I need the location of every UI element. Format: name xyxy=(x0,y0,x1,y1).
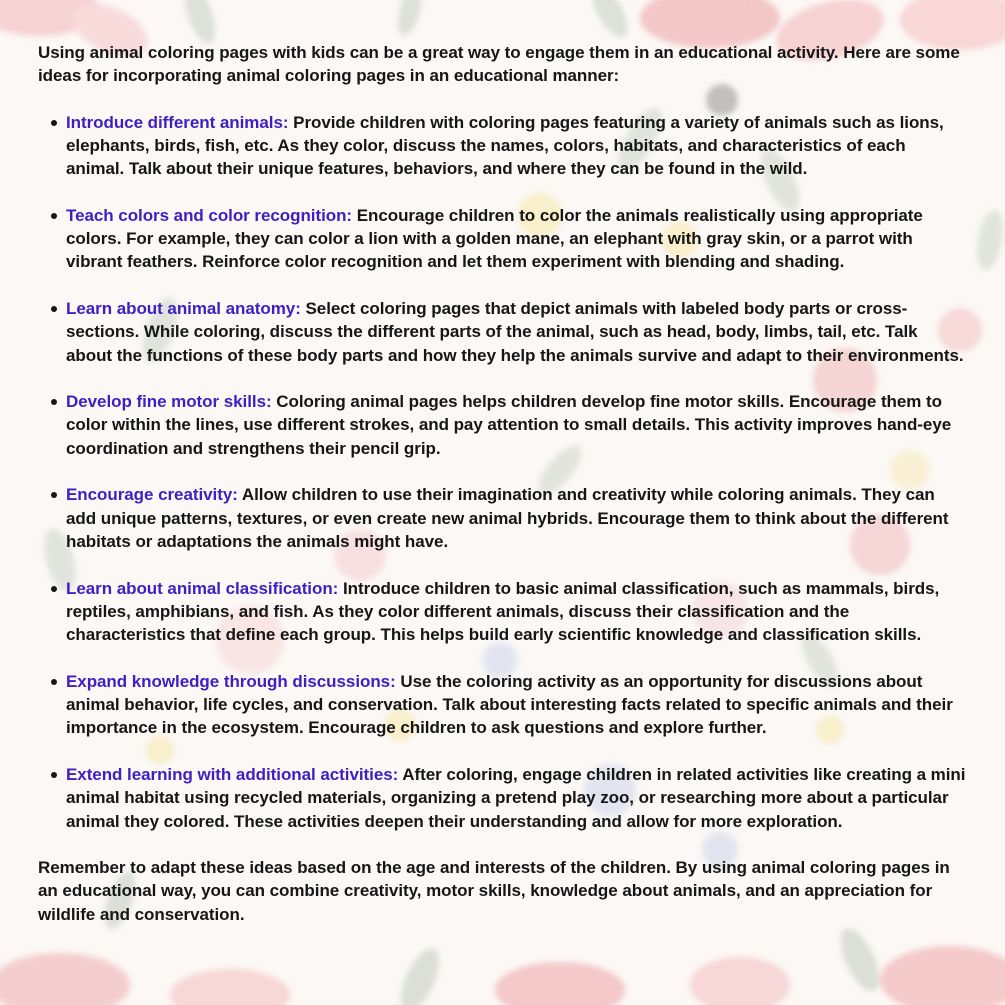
item-text: Provide children with coloring pages featuring a variety of animals such as lions, elephants, birds, fish, etc. As they color, discuss the names, colors, habitats, and characteristics of each animal. Talk about their unique features, behaviors, and where they can be found in the wild. xyxy=(66,112,944,179)
item-heading: Introduce different animals: xyxy=(66,112,289,132)
item-heading: Develop fine motor skills: xyxy=(66,392,272,412)
item-text: Use the coloring activity as an opportunity for discussions about animal behavior, life cycles, and conservation. Talk about interesting facts related to specific animals and their importance in the ecosystem. Encourage children to ask questions and explore further. xyxy=(66,671,953,738)
list-item xyxy=(38,763,968,833)
closing-paragraph: Remember to adapt these ideas based on the age and interests of the children. By using animal coloring pages in an educational way, you can combine creativity, motor skills, knowledge about animals, and an appreciation for wildlife and conservation. xyxy=(38,858,950,924)
item-text: Introduce children to basic animal classification, such as mammals, birds, reptiles, amphibians, and fish. As they color different animals, discuss their classification and the characteristics that define each group. This helps build early scientific knowledge and classification skills. xyxy=(66,578,940,645)
item-heading: Learn about animal classification: xyxy=(66,578,339,598)
document-content xyxy=(38,41,968,926)
list-item xyxy=(38,297,968,367)
ideas-list xyxy=(38,111,968,833)
item-heading: Learn about animal anatomy: xyxy=(66,298,301,318)
item-text: After coloring, engage children in related activities like creating a mini animal habitat using recycled materials, organizing a pretend play zoo, or researching more about a particular animal they colored. These activities deepen their understanding and allow for more exploration. xyxy=(66,764,966,831)
list-item xyxy=(38,670,968,740)
item-text: Coloring animal pages helps children develop fine motor skills. Encourage them to color within the lines, use different strokes, and pay attention to small details. This activity improves hand-eye coordination and strengthens their pencil grip. xyxy=(66,392,952,458)
item-text: Encourage children to color the animals realistically using appropriate colors. For example, they can color a lion with a golden mane, an elephant with gray skin, or a parrot with vibrant feathers. Reinforce color recognition and let them experiment with blending and shading. xyxy=(66,205,923,272)
list-item xyxy=(38,111,968,181)
item-heading: Teach colors and color recognition: xyxy=(66,205,353,225)
item-text: Select coloring pages that depict animals with labeled body parts or cross-sections. While coloring, discuss the different parts of the animal, such as head, body, limbs, tail, etc. Talk about the functions of these body parts and how they help the animals survive and adapt to their environments. xyxy=(66,298,964,365)
item-heading: Expand knowledge through discussions: xyxy=(66,671,396,691)
intro-paragraph: Using animal coloring pages with kids can be a great way to engage them in an educational activity. Here are some ideas for incorporating animal coloring pages in an educational manner: xyxy=(38,43,960,86)
list-item xyxy=(38,204,968,274)
list-item xyxy=(38,577,968,647)
list-item xyxy=(38,390,968,460)
list-item xyxy=(38,483,968,553)
item-heading: Extend learning with additional activities: xyxy=(66,764,399,784)
item-text: Allow children to use their imagination and creativity while coloring animals. They can add unique patterns, textures, or even create new animal hybrids. Encourage them to think about the different habitats or adaptations the animals might have. xyxy=(66,485,949,551)
item-heading: Encourage creativity: xyxy=(66,485,238,505)
